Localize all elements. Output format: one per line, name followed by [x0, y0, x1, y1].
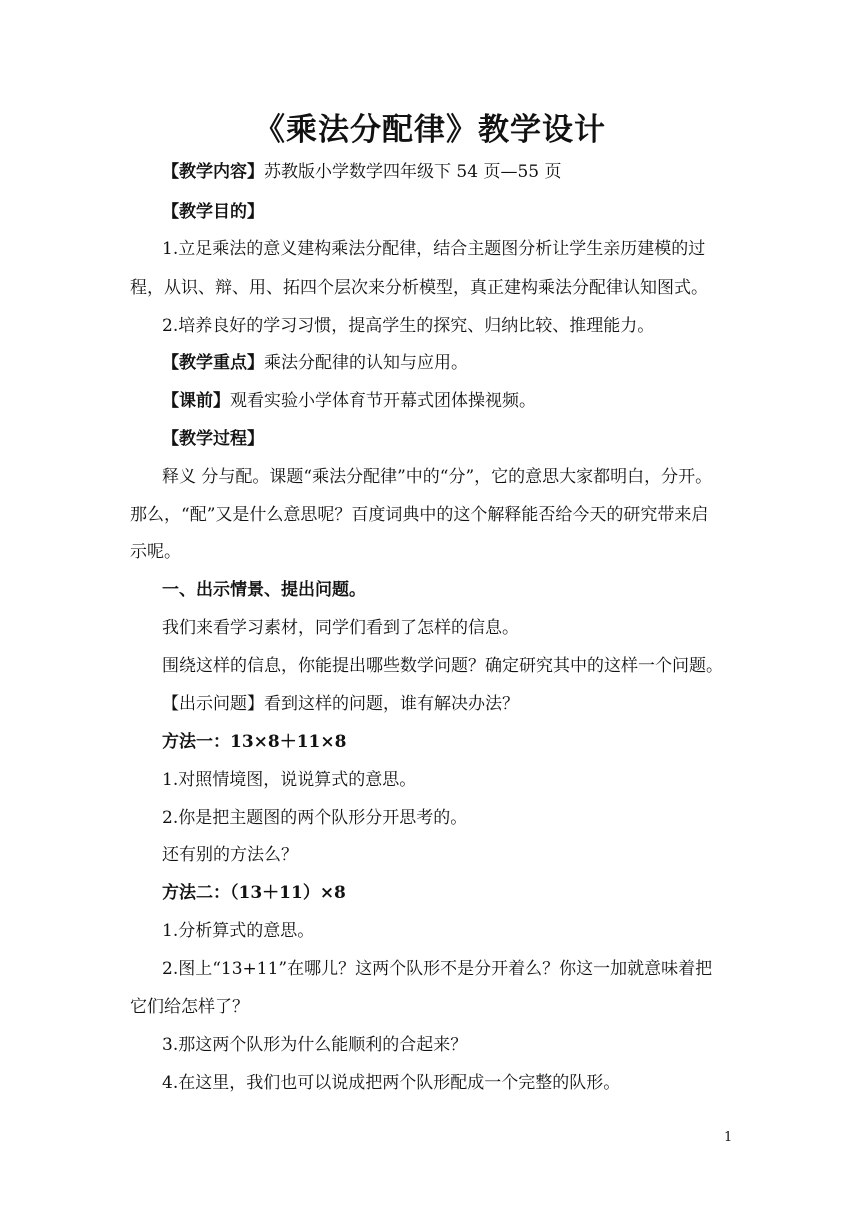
- process-label: 【教学过程】: [162, 429, 264, 449]
- method1-step-2: 2.你是把主题图的两个队形分开思考的。: [162, 808, 468, 828]
- goal1-line-b: 程，从识、辩、用、拓四个层次来分析模型，真正建构乘法分配律认知图式。: [130, 278, 708, 298]
- other-method-question: 还有别的方法么？: [162, 845, 298, 865]
- method2-step-2b: 它们给怎样了？: [130, 997, 249, 1017]
- method2-heading: 方法二：（13＋11）×8: [162, 883, 346, 903]
- key-line: [162, 351, 468, 375]
- pre-label: 【课前】: [162, 391, 230, 411]
- show-line: [162, 692, 519, 716]
- show-text: 看到这样的问题，谁有解决办法？: [264, 694, 519, 714]
- method2-step-1: 1.分析算式的意思。: [162, 921, 315, 941]
- pre-line: [162, 389, 536, 413]
- content-line: [162, 160, 561, 184]
- goal-label: 【教学目的】: [162, 202, 264, 222]
- key-label: 【教学重点】: [162, 353, 264, 373]
- method1-step-1: 1.对照情境图，说说算式的意思。: [162, 770, 417, 790]
- pre-text: 观看实验小学体育节开幕式团体操视频。: [230, 391, 536, 411]
- intro-line-a: 释义 分与配。课题“乘法分配律”中的“分”，它的意思大家都明白，分开。: [162, 467, 713, 487]
- goal2-line: 2.培养良好的学习习惯，提高学生的探究、归纳比较、推理能力。: [162, 316, 655, 336]
- section-heading: 一、出示情景、提出问题。: [162, 580, 366, 600]
- key-text: 乘法分配律的认知与应用。: [264, 353, 468, 373]
- paragraph-1: 我们来看学习素材，同学们看到了怎样的信息。: [162, 618, 519, 638]
- content-text: 苏教版小学数学四年级下 54 页—55 页: [264, 162, 562, 182]
- method1-heading: 方法一：13×8＋11×8: [162, 732, 347, 752]
- paragraph-2: 围绕这样的信息，你能提出哪些数学问题？确定研究其中的这样一个问题。: [162, 656, 723, 676]
- content-label: 【教学内容】: [162, 162, 264, 182]
- page-number: 1: [724, 1130, 733, 1145]
- method2-step-3: 3.那这两个队形为什么能顺利的合起来？: [162, 1035, 468, 1055]
- page-title: 《乘法分配律》教学设计: [254, 112, 606, 148]
- intro-line-b: 那么，“配”又是什么意思呢？百度词典中的这个解释能否给今天的研究带来启: [130, 505, 709, 525]
- show-label: 【出示问题】: [162, 694, 264, 714]
- method2-step-2a: 2.图上“13+11”在哪儿？这两个队形不是分开着么？你这一加就意味着把: [162, 959, 713, 979]
- intro-line-c: 示呢。: [130, 542, 181, 562]
- method2-step-4: 4.在这里，我们也可以说成把两个队形配成一个完整的队形。: [162, 1073, 621, 1093]
- goal1-line-a: 1.立足乘法的意义建构乘法分配律，结合主题图分析让学生亲历建模的过: [162, 239, 706, 259]
